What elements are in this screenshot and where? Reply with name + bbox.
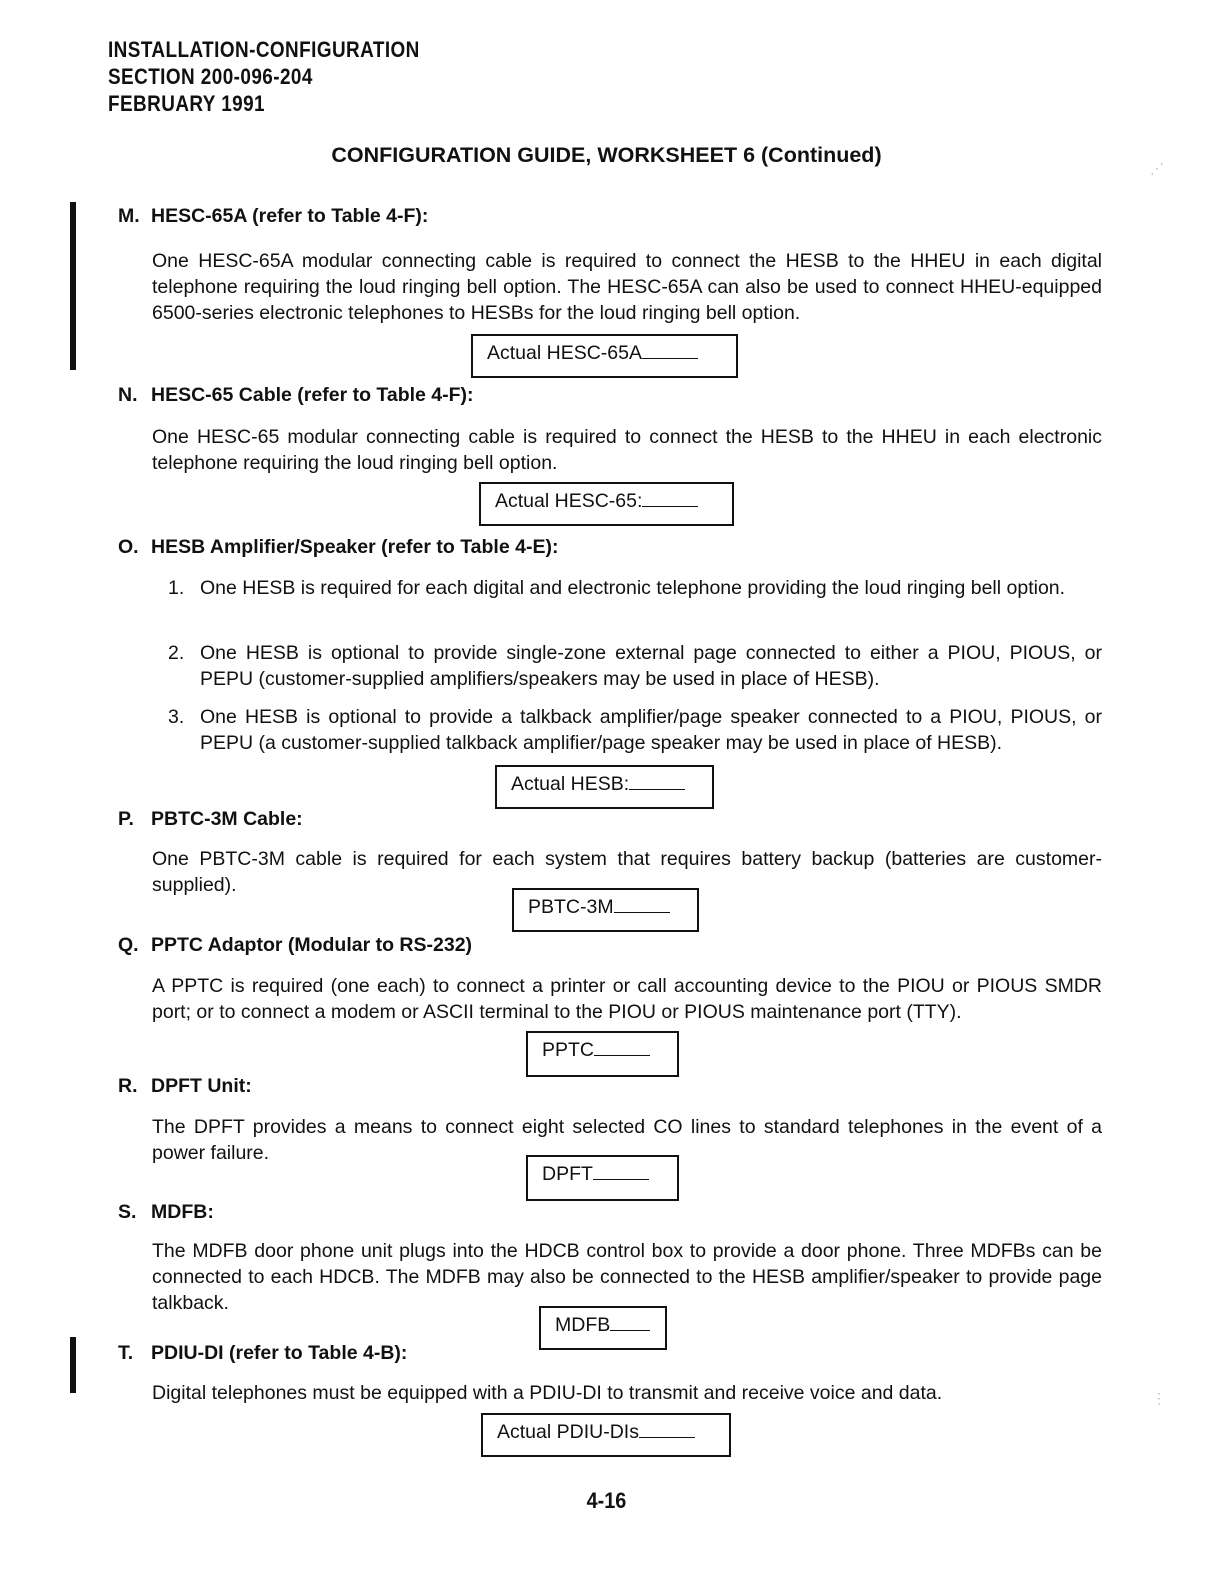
count-box-label: Actual HESC-65A	[487, 342, 642, 364]
entry-blank	[614, 897, 670, 913]
list-item	[152, 704, 1102, 756]
section-heading-m	[118, 205, 428, 228]
section-heading-q	[118, 934, 472, 957]
count-box-label: PPTC	[542, 1039, 595, 1061]
section-letter: T.	[118, 1342, 134, 1364]
count-box-label: MDFB	[555, 1314, 611, 1336]
list-item-text: One HESB is optional to provide a talkback amplifier/page speaker connected to a PIOU, PIOUS, or PEPU (a customer-supplied talkback amplifier/page speaker may be used in place of HESB).	[200, 706, 1102, 754]
count-box-label: Actual HESC-65:	[495, 490, 643, 512]
entry-blank	[593, 1164, 649, 1180]
section-text-s: The MDFB door phone unit plugs into the HDCB control box to provide a door phone. Three MDFBs can be connected to each HDCB. The MDFB may also be connected to the HESB amplifier/speaker to provide page talkback.	[152, 1240, 1102, 1314]
count-box-label: Actual PDIU-DIs	[497, 1421, 639, 1443]
count-box-hesb	[495, 765, 714, 809]
section-title: PBTC-3M Cable:	[151, 808, 303, 830]
document-header	[108, 36, 420, 117]
scan-artifact: ⋰	[1150, 160, 1164, 176]
section-text-t: Digital telephones must be equipped with a PDIU-DI to transmit and receive voice and data.	[152, 1382, 943, 1404]
list-item-text: One HESB is required for each digital and electronic telephone providing the loud ringing bell option.	[200, 577, 1066, 599]
entry-blank	[642, 491, 698, 507]
section-text-m: One HESC-65A modular connecting cable is required to connect the HESB to the HHEU in each digital telephone requiring the loud ringing bell option. The HESC-65A can also be used to connect HHEU-equipped 6500-series electronic telephones to HESBs for the loud ringing bell option.	[152, 250, 1102, 324]
count-box-label: Actual HESB:	[511, 773, 630, 795]
section-title: PPTC Adaptor (Modular to RS-232)	[151, 934, 473, 956]
count-box-pdiu-di	[481, 1413, 731, 1457]
count-box-dpft	[526, 1155, 679, 1201]
header-line-3: FEBRUARY 1991	[108, 91, 266, 116]
count-box-label: DPFT	[542, 1163, 593, 1185]
section-letter: O.	[118, 536, 139, 558]
entry-blank	[610, 1315, 650, 1331]
section-text-q: A PPTC is required (one each) to connect a printer or call accounting device to the PIOU or PIOUS SMDR port; or to connect a modem or ASCII terminal to the PIOU or PIOUS maintenance port (TTY).	[152, 975, 1102, 1023]
count-box-pptc	[526, 1031, 679, 1077]
section-letter: N.	[118, 384, 138, 406]
section-heading-s	[118, 1201, 214, 1224]
section-heading-n	[118, 384, 474, 407]
entry-blank	[629, 774, 685, 790]
section-title: DPFT Unit:	[151, 1075, 252, 1097]
page-title: CONFIGURATION GUIDE, WORKSHEET 6 (Continued)	[331, 143, 882, 167]
change-bar	[70, 1337, 76, 1393]
section-title: MDFB:	[151, 1201, 214, 1223]
entry-blank	[642, 343, 698, 359]
change-bar	[70, 202, 76, 370]
section-letter: M.	[118, 205, 140, 227]
list-item-number: 3.	[168, 706, 185, 728]
section-text-p: One PBTC-3M cable is required for each system that requires battery backup (batteries are customer-supplied).	[152, 848, 1102, 896]
section-text-n: One HESC-65 modular connecting cable is required to connect the HESB to the HHEU in each electronic telephone requiring the loud ringing bell option.	[152, 426, 1102, 474]
section-title: HESB Amplifier/Speaker (refer to Table 4-E):	[151, 536, 559, 558]
section-heading-r	[118, 1075, 252, 1098]
count-box-pbtc-3m	[512, 888, 699, 932]
count-box-hesc-65a	[471, 334, 738, 378]
section-letter: R.	[118, 1075, 138, 1097]
list-item-number: 2.	[168, 642, 185, 664]
scan-artifact: ⋮	[1152, 1390, 1166, 1406]
entry-blank	[594, 1040, 650, 1056]
count-box-hesc-65	[479, 482, 734, 526]
count-box-mdfb	[539, 1306, 667, 1350]
section-letter: S.	[118, 1201, 137, 1223]
entry-blank	[639, 1422, 695, 1438]
section-heading-t	[118, 1342, 407, 1365]
header-line-1: INSTALLATION-CONFIGURATION	[108, 37, 420, 62]
list-item-number: 1.	[168, 577, 185, 599]
section-heading-o	[118, 536, 558, 559]
header-line-2: SECTION 200-096-204	[108, 64, 313, 89]
section-letter: Q.	[118, 934, 139, 956]
list-item	[152, 575, 1102, 601]
list-item	[152, 640, 1102, 692]
count-box-label: PBTC-3M	[528, 896, 614, 918]
section-title: PDIU-DI (refer to Table 4-B):	[151, 1342, 408, 1364]
section-title: HESC-65A (refer to Table 4-F):	[151, 205, 429, 227]
section-title: HESC-65 Cable (refer to Table 4-F):	[151, 384, 474, 406]
section-letter: P.	[118, 808, 134, 830]
list-item-text: One HESB is optional to provide single-zone external page connected to either a PIOU, PIOUS, or PEPU (customer-supplied amplifiers/speakers may be used in place of HESB).	[200, 642, 1102, 690]
page-number: 4-16	[586, 1488, 627, 1513]
section-text-r: The DPFT provides a means to connect eight selected CO lines to standard telephones in the event of a power failure.	[152, 1116, 1102, 1164]
section-heading-p	[118, 808, 303, 831]
